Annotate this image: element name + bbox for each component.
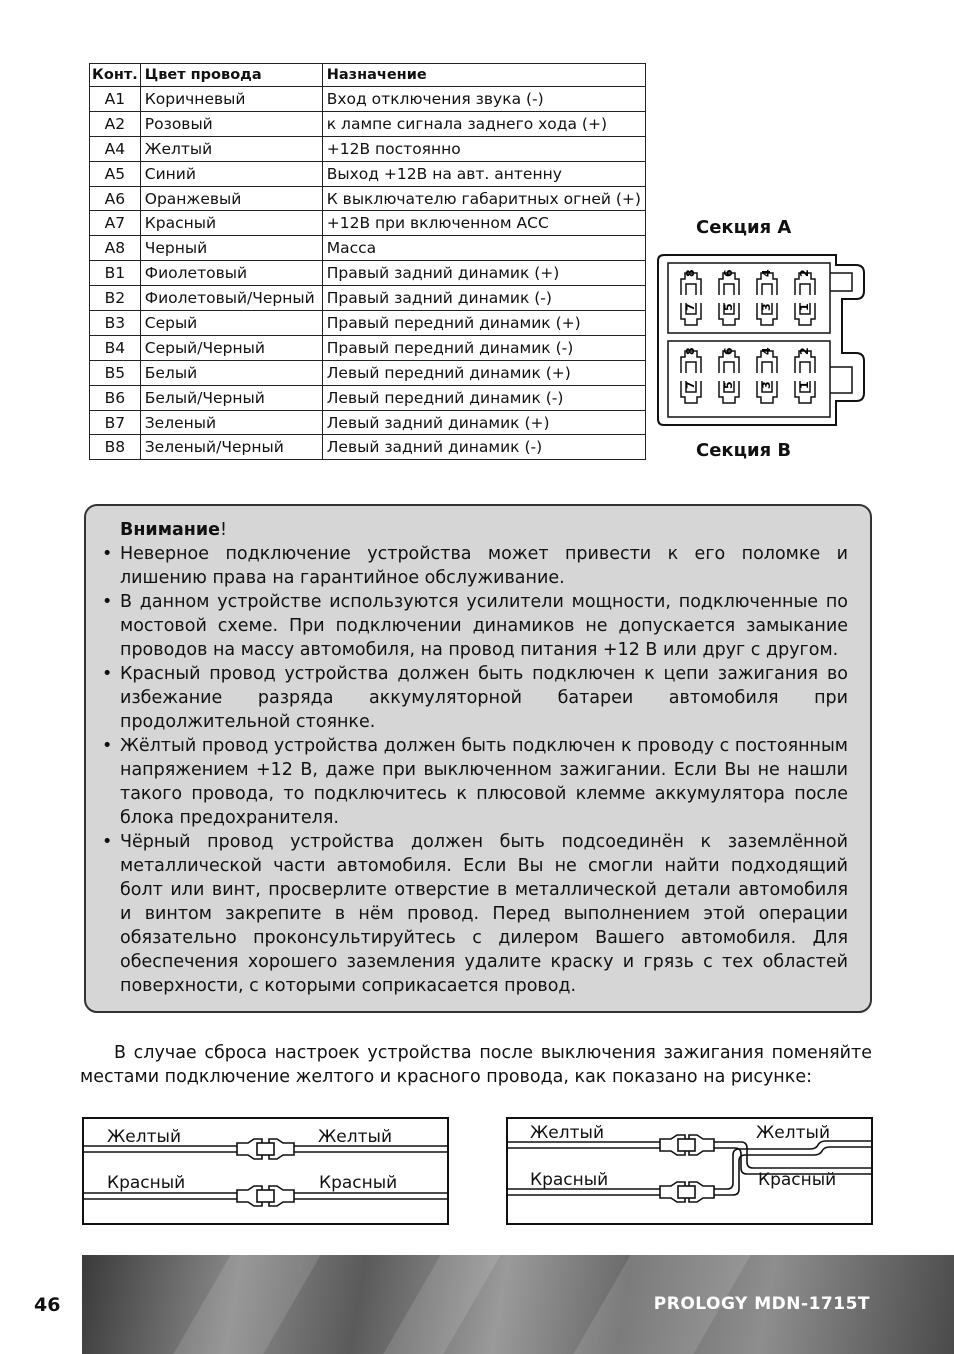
table-row	[90, 360, 646, 385]
wiring-diagram-default	[82, 1117, 450, 1226]
header-wire-color: Цвет провода	[140, 64, 322, 87]
purpose-cell: Вход отключения звука (-)	[322, 87, 645, 112]
purpose-cell: Правый передний динамик (+)	[322, 311, 645, 336]
pin-number-label: 8	[684, 347, 697, 355]
pin-number-label: 6	[722, 269, 735, 277]
reset-paragraph: В случае сброса настроек устройства после выключения зажигания поменяйте местами подключение желтого и красного провода, как показано на рисунке:	[80, 1043, 872, 1087]
pin-cell: B4	[90, 335, 141, 360]
iso-connector-diagram	[656, 253, 872, 429]
purpose-cell: Правый передний динамик (-)	[322, 335, 645, 360]
pin-cell: A2	[90, 111, 141, 136]
table-row	[90, 161, 646, 186]
purpose-cell: Правый задний динамик (-)	[322, 286, 645, 311]
purpose-cell: Левый задний динамик (-)	[322, 435, 645, 460]
warning-list	[100, 542, 848, 998]
wire-color-cell: Фиолетовый/Черный	[140, 286, 322, 311]
warning-box	[84, 504, 872, 1013]
purpose-cell: +12В при включенном АСС	[322, 211, 645, 236]
purpose-cell: Левый передний динамик (+)	[322, 360, 645, 385]
purpose-cell: Масса	[322, 236, 645, 261]
table-row	[90, 211, 646, 236]
wire-color-cell: Фиолетовый	[140, 261, 322, 286]
left-bottom-left-label: Красный	[107, 1173, 186, 1193]
warning-item: • Чёрный провод устройства должен быть подсоединён к заземлённой металлической части автомобиля. Если Вы не смогли найти подходящий болт или винт, просверлите отверстие в металлической детали автомобиля и винтом закрепите в нём провод. Перед выполнением этой операции обязательно проконсультируйтесь с дилером Вашего автомобиля. Для обеспечения хорошего заземления удалите краску и грязь с тех областей поверхности, с которыми соприкасается провод.	[100, 830, 848, 998]
left-top-right-label: Желтый	[318, 1127, 393, 1147]
pin-number-label: 3	[760, 303, 773, 311]
warning-item: • Жёлтый провод устройства должен быть подключен к проводу с постоянным напряжением +12 В, даже при выключенном зажигании. Если Вы не нашли такого провода, то подключитесь к плюсовой клемме аккумулятора после блока предохранителя.	[100, 734, 848, 830]
purpose-cell: Выход +12В на авт. антенну	[322, 161, 645, 186]
header-purpose: Назначение	[322, 64, 645, 87]
pin-cell: A8	[90, 236, 141, 261]
warning-item: • Неверное подключение устройства может привести к его поломке и лишению права на гарантийное обслуживание.	[100, 542, 848, 590]
wire-color-cell: Розовый	[140, 111, 322, 136]
wire-color-cell: Красный	[140, 211, 322, 236]
right-bottom-right-label: Красный	[758, 1170, 837, 1190]
table-row	[90, 410, 646, 435]
header-pin: Конт.	[90, 64, 141, 87]
pin-cell: B6	[90, 385, 141, 410]
pin-cell: A4	[90, 136, 141, 161]
pin-number-label: 5	[722, 381, 735, 389]
wire-color-cell: Оранжевый	[140, 186, 322, 211]
pin-cell: B3	[90, 311, 141, 336]
purpose-cell: Левый передний динамик (-)	[322, 385, 645, 410]
pin-number-label: 1	[798, 381, 811, 389]
wire-color-cell: Белый	[140, 360, 322, 385]
pin-cell: A6	[90, 186, 141, 211]
table-row	[90, 186, 646, 211]
product-name: PROLOGY MDN-1715T	[653, 1294, 870, 1314]
purpose-cell: Правый задний динамик (+)	[322, 261, 645, 286]
pin-number-label: 4	[760, 347, 773, 355]
wire-color-cell: Серый	[140, 311, 322, 336]
pin-cell: A1	[90, 87, 141, 112]
table-row	[90, 311, 646, 336]
table-row	[90, 87, 646, 112]
warning-title	[120, 518, 848, 542]
wiring-diagram-swapped	[506, 1117, 874, 1226]
right-top-left-label: Желтый	[530, 1123, 605, 1143]
wire-color-cell: Коричневый	[140, 87, 322, 112]
pin-assignment-table	[89, 63, 646, 460]
wire-color-cell: Зеленый/Черный	[140, 435, 322, 460]
pin-cell: B7	[90, 410, 141, 435]
wire-color-cell: Зеленый	[140, 410, 322, 435]
table-row	[90, 335, 646, 360]
warning-item: • В данном устройстве используются усилители мощности, подключенные по мостовой схеме. При подключении динамиков не допускается замыкание проводов на массу автомобиля, на провод питания +12 В или друг с другом.	[100, 590, 848, 662]
pin-cell: A7	[90, 211, 141, 236]
warning-title-word: Внимание	[120, 520, 221, 540]
pin-number-label: 7	[684, 381, 697, 389]
pin-cell: B2	[90, 286, 141, 311]
pin-cell: B5	[90, 360, 141, 385]
right-bottom-left-label: Красный	[530, 1170, 609, 1190]
warning-title-suffix: !	[220, 520, 228, 540]
left-bottom-right-label: Красный	[319, 1173, 398, 1193]
pin-number-label: 8	[684, 269, 697, 277]
page-number: 46	[34, 1294, 61, 1316]
table-row	[90, 286, 646, 311]
section-a-label: Секция А	[696, 217, 792, 238]
pin-number-label: 4	[760, 269, 773, 277]
wire-color-cell: Белый/Черный	[140, 385, 322, 410]
pin-number-label: 5	[722, 303, 735, 311]
table-row	[90, 261, 646, 286]
wire-color-cell: Желтый	[140, 136, 322, 161]
table-row	[90, 236, 646, 261]
pin-cell: B8	[90, 435, 141, 460]
pin-number-label: 7	[684, 303, 697, 311]
wire-color-cell: Черный	[140, 236, 322, 261]
right-top-right-label: Желтый	[756, 1123, 831, 1143]
pin-number-label: 3	[760, 381, 773, 389]
pin-number-label: 1	[798, 303, 811, 311]
warning-item: • Красный провод устройства должен быть подключен к цепи зажигания во избежание разряда аккумуляторной батареи автомобиля при продолжительной стоянке.	[100, 662, 848, 734]
purpose-cell: +12В постоянно	[322, 136, 645, 161]
table-row	[90, 136, 646, 161]
table-row	[90, 111, 646, 136]
left-top-left-label: Желтый	[107, 1127, 182, 1147]
section-b-label: Секция В	[696, 440, 792, 461]
pin-number-label: 6	[722, 347, 735, 355]
purpose-cell: Левый задний динамик (+)	[322, 410, 645, 435]
pin-cell: A5	[90, 161, 141, 186]
purpose-cell: К выключателю габаритных огней (+)	[322, 186, 645, 211]
table-header-row	[90, 64, 646, 87]
wire-color-cell: Серый/Черный	[140, 335, 322, 360]
wire-color-cell: Синий	[140, 161, 322, 186]
pin-number-label: 2	[798, 269, 811, 277]
pin-cell: B1	[90, 261, 141, 286]
purpose-cell: к лампе сигнала заднего хода (+)	[322, 111, 645, 136]
table-row	[90, 435, 646, 460]
pin-number-label: 2	[798, 347, 811, 355]
table-row	[90, 385, 646, 410]
